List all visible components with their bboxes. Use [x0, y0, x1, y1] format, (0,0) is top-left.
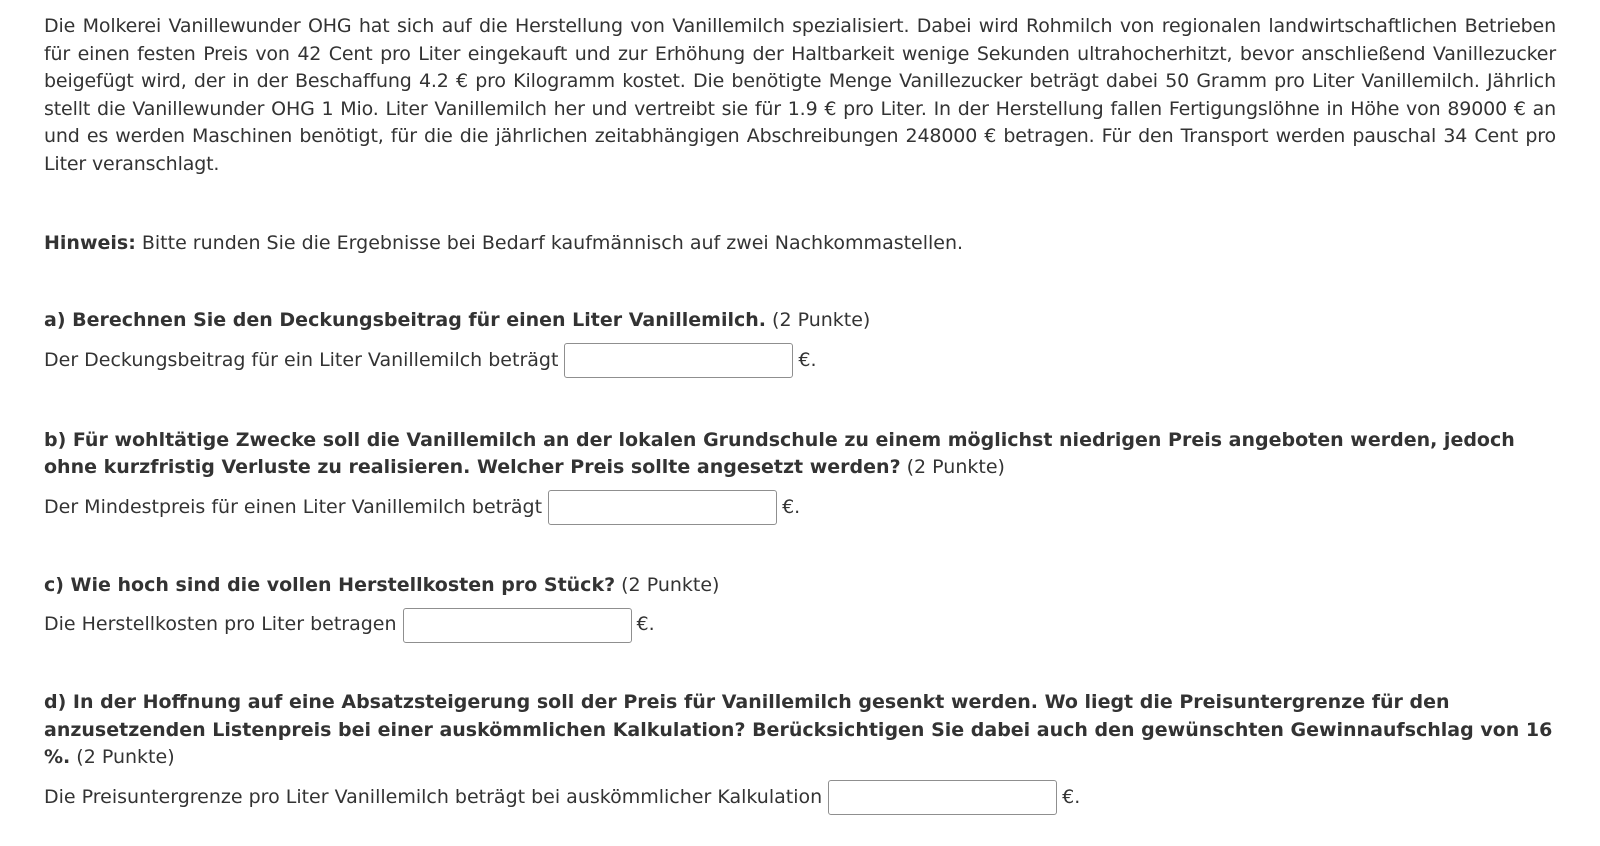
question-b-points: (2 Punkte) [900, 456, 1005, 478]
intro-text: Die Molkerei Vanillewunder OHG hat sich auf die Herstellung von Vanillemilch spezialisiert. Dabei wird Rohmilch von regionalen landwirtschaftlichen Betrieben für einen festen Preis von 42 Cent pro Liter eingekauft und zur Erhöhung der Haltbarkeit wenige Sekunden ultrahocherhitzt, bevor anschließend Vanillezucker beigefügt wird, der in der Beschaffung 4.2 € pro Kilogramm kostet. Die benötigte Menge Vanillezucker beträgt dabei 50 Gramm pro Liter Vanillemilch. Jährlich stellt die Vanillewunder OHG 1 Mio. Liter Vanillemilch her und vertreibt sie für 1.9 € pro Liter. In der Herstellung fallen Fertigungslöhne in Höhe von 89000 € an und es werden Maschinen benötigt, für die die jährlichen zeitabhängigen Abschreibungen 248000 € betragen. Für den Transport werden pauschal 34 Cent pro Liter veranschlagt. [44, 15, 1556, 175]
question-a-points: (2 Punkte) [766, 309, 871, 331]
question-c-prompt [44, 572, 1556, 600]
answer-row-d [44, 780, 1556, 816]
question-c-points: (2 Punkte) [615, 573, 720, 596]
answer-b-unit: €. [782, 495, 801, 518]
question-b [44, 427, 1556, 526]
answer-a-unit: €. [798, 348, 817, 371]
answer-d-unit: €. [1062, 785, 1081, 808]
answer-a-label: Der Deckungsbeitrag für ein Liter Vanillemilch beträgt [44, 348, 559, 371]
hint [44, 230, 1556, 257]
question-a-text: a) Berechnen Sie den Deckungsbeitrag für einen Liter Vanillemilch. [44, 309, 766, 331]
question-c [44, 572, 1556, 644]
question-d-points: (2 Punkte) [70, 746, 175, 768]
question-c-text: c) Wie hoch sind die vollen Herstellkosten pro Stück? [44, 573, 616, 596]
answer-row-a [44, 343, 1556, 379]
question-d-prompt [44, 689, 1556, 772]
answer-d-input[interactable] [828, 780, 1057, 815]
answer-d-label: Die Preisuntergrenze pro Liter Vanillemilch beträgt bei auskömmlicher Kalkulation [44, 785, 823, 808]
question-b-prompt [44, 427, 1556, 482]
question-a [44, 307, 1556, 379]
answer-c-label: Die Herstellkosten pro Liter betragen [44, 613, 397, 636]
question-a-prompt [44, 307, 1556, 335]
hint-text: Bitte runden Sie die Ergebnisse bei Bedarf kaufmännisch auf zwei Nachkommastellen. [135, 232, 964, 254]
answer-b-label: Der Mindestpreis für einen Liter Vanillemilch beträgt [44, 495, 543, 518]
answer-c-input[interactable] [403, 608, 632, 643]
answer-c-unit: €. [636, 613, 655, 636]
answer-b-input[interactable] [548, 490, 777, 525]
question-b-text: b) Für wohltätige Zwecke soll die Vanillemilch an der lokalen Grundschule zu einem möglichst niedrigen Preis angeboten werden, jedoch ohne kurzfristig Verluste zu realisieren. Welcher Preis sollte angesetzt werden? [44, 428, 1515, 478]
answer-row-c [44, 607, 1556, 643]
hint-label: Hinweis: [44, 232, 136, 254]
answer-a-input[interactable] [564, 343, 793, 378]
answer-row-b [44, 490, 1556, 526]
question-d [44, 689, 1556, 816]
question-d-text: d) In der Hoffnung auf eine Absatzsteigerung soll der Preis für Vanillemilch gesenkt werden. Wo liegt die Preisuntergrenze für den anzusetzenden Listenpreis bei einer auskömmlichen Kalkulation? Berücksichtigen Sie dabei auch den gewünschten Gewinnaufschlag von 16 %. [44, 691, 1553, 768]
